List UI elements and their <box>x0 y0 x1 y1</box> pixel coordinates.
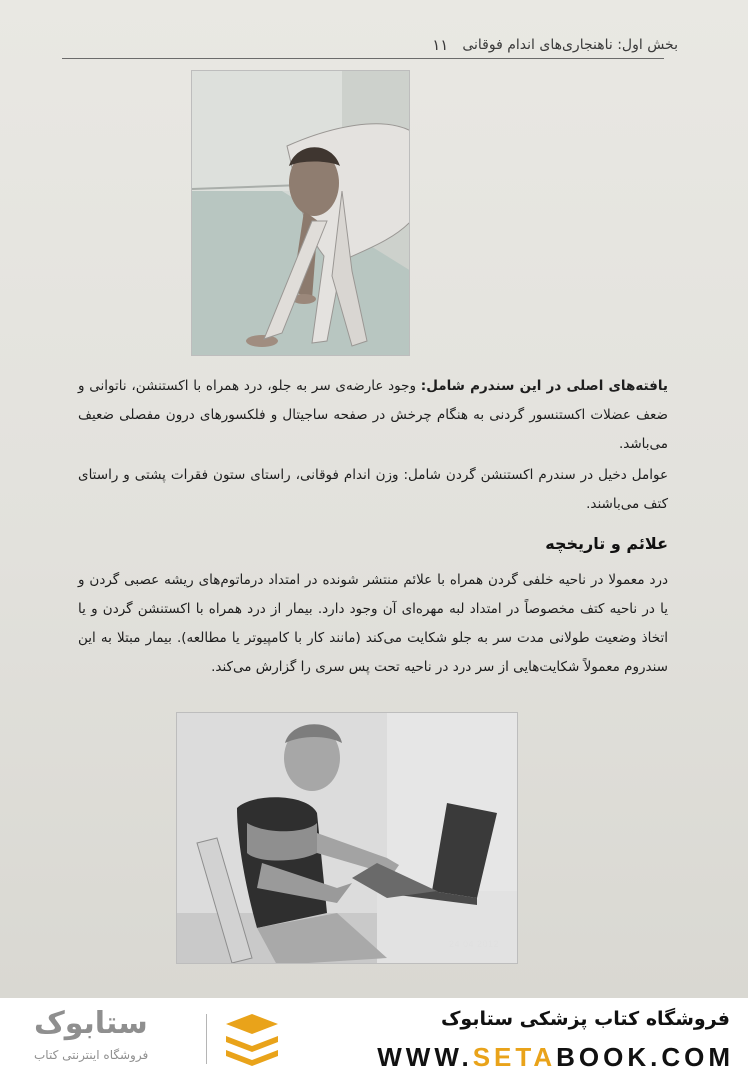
factors-paragraph: عوامل دخیل در سندرم اکستنشن گردن شامل: وزن اندام فوقانی، راستای ستون فقرات پشتی و راستای کتف می‌باشند. <box>78 467 668 512</box>
section-heading: علائم و تاریخچه <box>545 534 668 553</box>
symptoms-paragraph: درد معمولا در ناحیه خلفی گردن همراه با علائم منتشر شونده در امتداد درماتوم‌های ریشه عصبی گردن و یا در ناحیه کتف مخصوصاً در امتداد لبه مهره‌ای آن وجود دارد. بیمار از درد همراه با اکستنشن گردن و یا اتخاذ وضعیت طولانی مدت سر به جلو شکایت می‌کند (مانند کار با کامپیوتر یا مطالعه). بیمار مبتلا به این سندروم معمولاً شکایت‌هایی از سر درد در ناحیه تحت پس سری را گزارش می‌کند. <box>78 572 668 675</box>
store-banner <box>0 998 748 1080</box>
pushup-posture-illustration <box>192 71 410 356</box>
findings-text: وجود عارضه‌ی سر به جلو، درد همراه با اکستنشن، ناتوانی و ضعف عضلات اکستنسور گردنی به هنگام چرخش در صفحه ساجیتال و فلکسورهای درون مفصلی ضعیف می‌باشد. <box>78 378 668 452</box>
url-prefix: WWW. <box>377 1042 473 1072</box>
logo-wordmark: ستابوک <box>34 1006 148 1041</box>
url-accent: SETA <box>472 1042 557 1072</box>
photo-date-stamp: 24 04 2012 <box>448 939 499 949</box>
chapter-title: بخش اول: ناهنجاری‌های اندام فوقانی <box>462 37 678 53</box>
store-name: فروشگاه کتاب پزشکی ستابوک <box>440 1008 730 1030</box>
stacked-books-icon <box>222 1010 282 1070</box>
running-header <box>38 32 678 58</box>
store-logo <box>30 1006 300 1072</box>
laptop-posture-illustration <box>177 713 518 964</box>
findings-lead: یافته‌های اصلی در این سندرم شامل: <box>420 378 668 394</box>
logo-divider <box>206 1014 207 1064</box>
url-suffix: BOOK.COM <box>556 1042 734 1072</box>
pushup-posture-photo <box>191 70 410 356</box>
laptop-posture-photo <box>176 712 518 964</box>
page-number: ۱۱ <box>432 36 449 54</box>
store-url[interactable] <box>377 1042 734 1073</box>
header-rule <box>62 58 664 59</box>
logo-subtitle: فروشگاه اینترنتی کتاب <box>34 1048 149 1062</box>
findings-paragraph <box>78 372 668 459</box>
